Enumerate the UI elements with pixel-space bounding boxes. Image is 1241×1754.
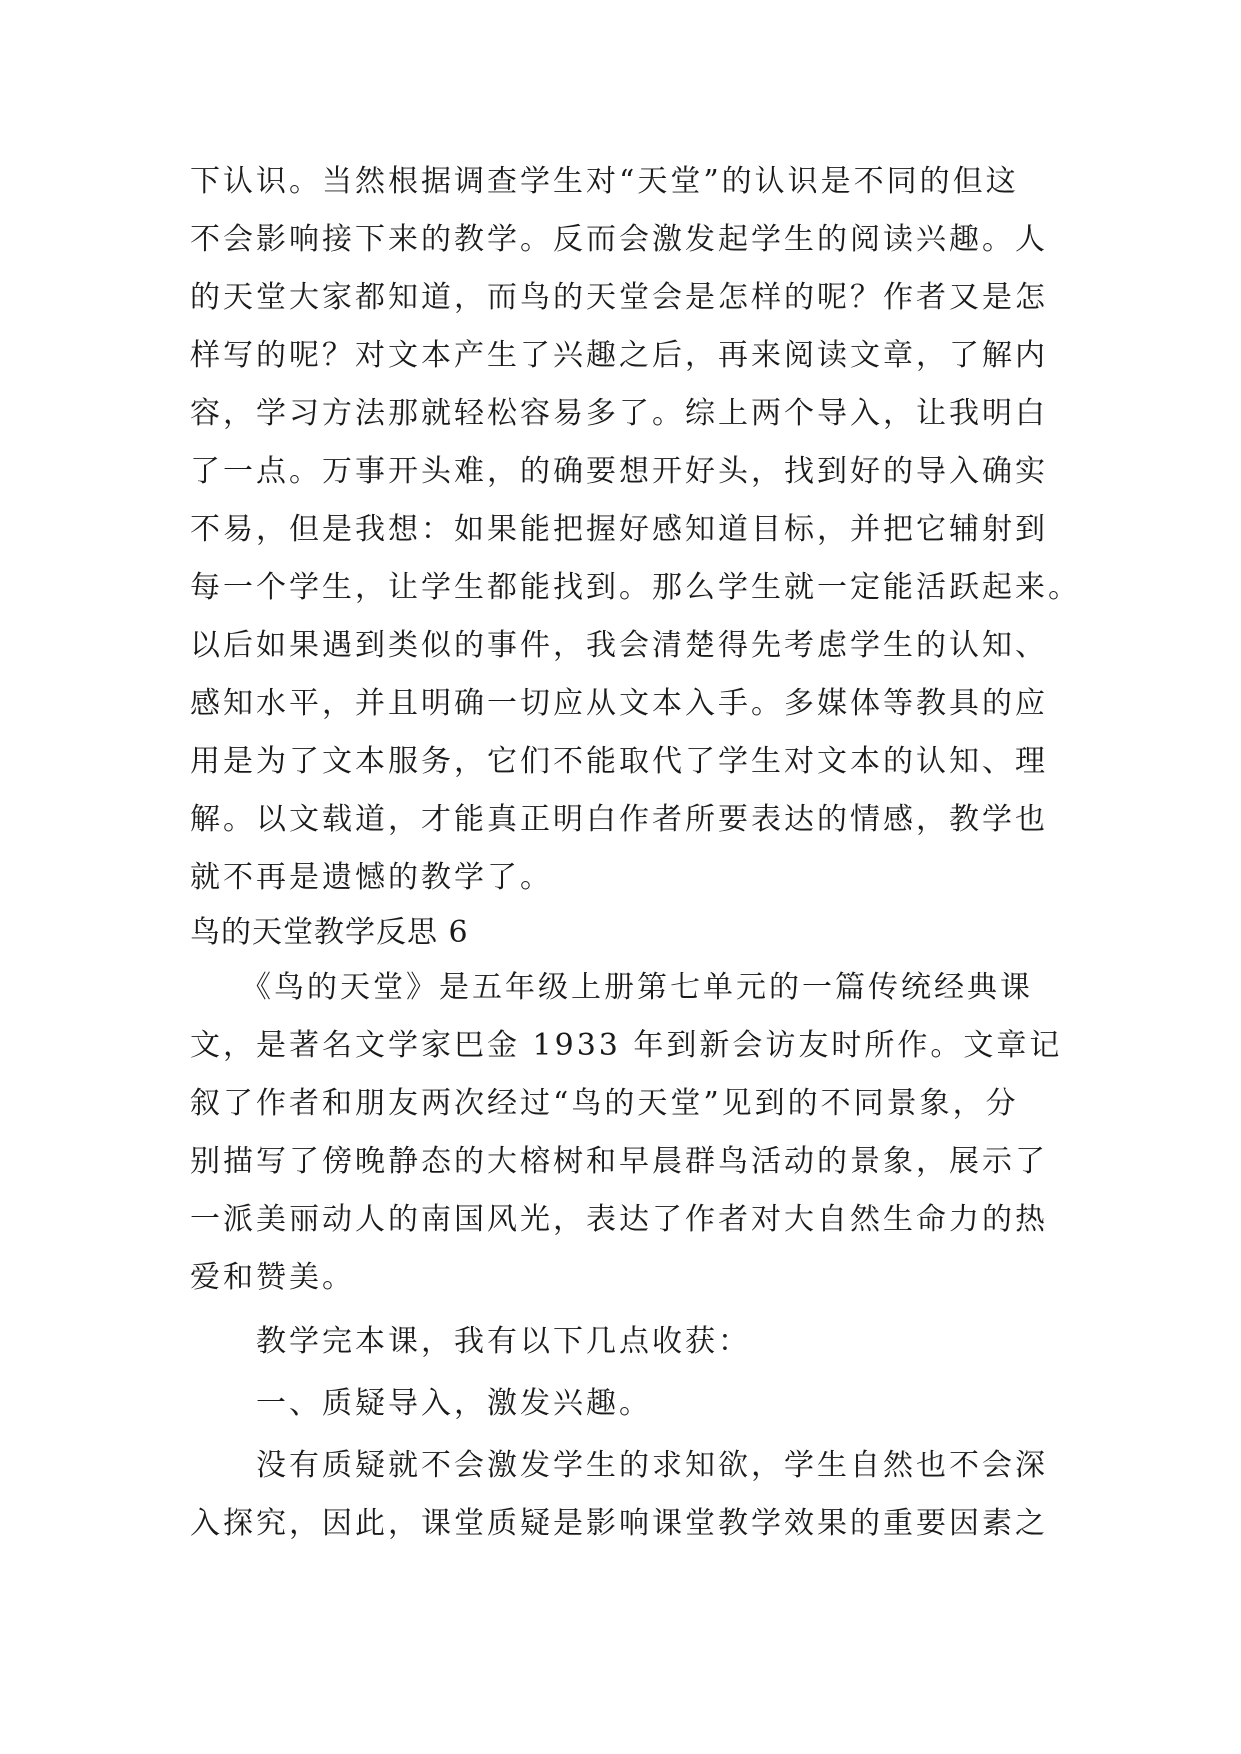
paragraph-line: 就不再是遗憾的教学了。 xyxy=(190,860,553,895)
paragraph-line: 容，学习方法那就轻松容易多了。综上两个导入，让我明白 xyxy=(190,396,1048,431)
paragraph-line: 不易，但是我想：如果能把握好感知道目标，并把它辅射到 xyxy=(190,512,1048,547)
paragraph-line: 别描写了傍晚静态的大榕树和早晨群鸟活动的景象，展示了 xyxy=(190,1144,1048,1179)
paragraph-line: 教学完本课，我有以下几点收获： xyxy=(190,1324,751,1359)
paragraph-line: 感知水平，并且明确一切应从文本入手。多媒体等教具的应 xyxy=(190,686,1048,721)
paragraph-line: 入探究，因此，课堂质疑是影响课堂教学效果的重要因素之 xyxy=(190,1506,1048,1541)
paragraph-line: 了一点。万事开头难，的确要想开好头，找到好的导入确实 xyxy=(190,454,1048,489)
paragraph-line: 每一个学生，让学生都能找到。那么学生就一定能活跃起来。 xyxy=(190,570,1081,605)
paragraph-line: 文，是著名文学家巴金 1933 年到新会访友时所作。文章记 xyxy=(190,1028,1063,1063)
paragraph-line: 没有质疑就不会激发学生的求知欲，学生自然也不会深 xyxy=(190,1448,1048,1483)
paragraph-line: 《鸟的天堂》是五年级上册第七单元的一篇传统经典课 xyxy=(190,970,1033,1005)
paragraph-line: 的天堂大家都知道，而鸟的天堂会是怎样的呢？作者又是怎 xyxy=(190,280,1048,315)
paragraph-line: 以后如果遇到类似的事件，我会清楚得先考虑学生的认知、 xyxy=(190,628,1048,663)
paragraph-line: 用是为了文本服务，它们不能取代了学生对文本的认知、理 xyxy=(190,744,1048,779)
paragraph-line: 一派美丽动人的南国风光，表达了作者对大自然生命力的热 xyxy=(190,1202,1048,1237)
section-heading: 鸟的天堂教学反思 6 xyxy=(190,915,469,950)
paragraph-line: 爱和赞美。 xyxy=(190,1260,355,1295)
paragraph-line: 下认识。当然根据调查学生对“天堂”的认识是不同的但这 xyxy=(190,164,1019,199)
paragraph-line: 一、质疑导入，激发兴趣。 xyxy=(190,1386,652,1421)
paragraph-line: 不会影响接下来的教学。反而会激发起学生的阅读兴趣。人 xyxy=(190,222,1048,257)
paragraph-line: 样写的呢？对文本产生了兴趣之后，再来阅读文章，了解内 xyxy=(190,338,1048,373)
paragraph-line: 叙了作者和朋友两次经过“鸟的天堂”见到的不同景象，分 xyxy=(190,1086,1019,1121)
paragraph-line: 解。以文载道，才能真正明白作者所要表达的情感，教学也 xyxy=(190,802,1048,837)
